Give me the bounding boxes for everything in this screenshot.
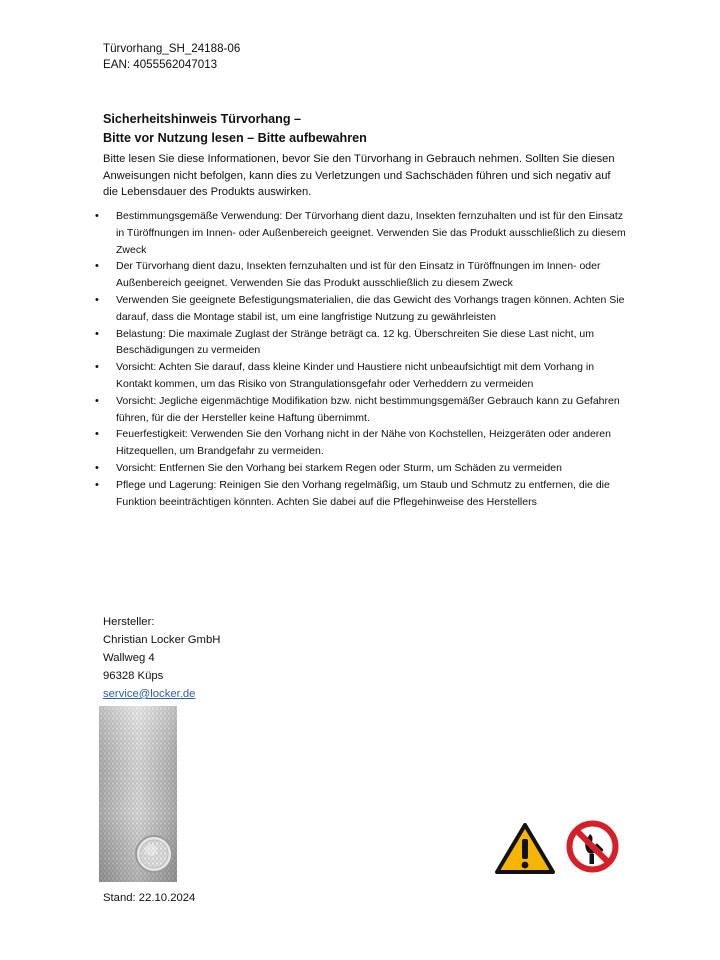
warning-triangle-icon [495, 823, 555, 874]
bullet-icon: • [95, 428, 99, 441]
bullet-icon: • [95, 210, 99, 222]
bullet-icon: • [95, 361, 99, 374]
list-item: • Pflege und Lagerung: Reinigen Sie den Vorhang regelmäßig, um Staub und Schmutz zu entfernen, die die Funktion beeinträchtigen könnten. Achten Sie dabei auf die Pflegehinweise des Herstellers [95, 478, 610, 508]
bullet-icon: • [95, 293, 99, 306]
bullet-icon: • [95, 478, 99, 491]
list-item: • Belastung: Die maximale Zuglast der Stränge beträgt ca. 12 kg. Überschreiten Sie diese Last nicht, um Beschädigungen zu vermeiden [95, 327, 594, 357]
manufacturer-email-link[interactable]: service@locker.de [103, 688, 196, 700]
product-meta [103, 41, 240, 73]
document-title [103, 110, 367, 148]
document-date: Stand: 22.10.2024 [103, 892, 196, 904]
manufacturer-company: Christian Locker GmbH [103, 634, 221, 646]
list-item: • Vorsicht: Jegliche eigenmächtige Modifikation bzw. nicht bestimmungsgemäßer Gebrauch kann zu Gefahren führen, für die der Hersteller keine Haftung übernimmt. [95, 394, 620, 424]
safety-instructions-list [95, 208, 628, 510]
list-item: • Vorsicht: Entfernen Sie den Vorhang bei starkem Regen oder Sturm, um Schäden zu vermeiden [103, 460, 628, 477]
curtain-product-image [99, 706, 177, 882]
bullet-icon: • [95, 327, 99, 340]
ean-number: EAN: 4055562047013 [103, 58, 218, 71]
intro-paragraph: Bitte lesen Sie diese Informationen, bevor Sie den Türvorhang in Gebrauch nehmen. Sollten Sie diesen Anweisungen nicht befolgen, kann dies zu Verletzungen und Sachschäden führen und sich negativ auf die Lebensdauer des Produkts auswirken. [103, 153, 615, 198]
manufacturer-city: 96328 Küps [103, 670, 164, 682]
manufacturer-street: Wallweg 4 [103, 652, 155, 664]
list-item: • Der Türvorhang dient dazu, Insekten fernzuhalten und ist für den Einsatz in Türöffnungen im Innen- oder Außenbereich geeignet. Verwenden Sie das Produkt ausschließlich zu diesem Zweck [95, 260, 601, 290]
list-item: • Vorsicht: Achten Sie darauf, dass kleine Kinder und Haustiere nicht unbeaufsichtigt mit dem Vorhang in Kontakt kommen, um das Risiko von Strangulationsgefahr oder Verheddern zu vermeiden [95, 361, 595, 390]
product-code: Türvorhang_SH_24188-06 [103, 42, 241, 55]
list-item: • Bestimmungsgemäße Verwendung: Der Türvorhang dient dazu, Insekten fernzuhalten und ist für den Einsatz in Türöffnungen im Innen- oder Außenbereich geeignet. Verwenden Sie das Produkt ausschließlich zu diesem Zweck [95, 210, 626, 256]
manufacturer-block [103, 613, 220, 703]
title-line-2: Bitte vor Nutzung lesen – Bitte aufbewahren [103, 131, 367, 145]
list-item: • Verwenden Sie geeignete Befestigungsmaterialien, die das Gewicht des Vorhangs tragen können. Achten Sie darauf, dass die Montage stabil ist, um eine langfristige Nutzung zu gewährleisten [95, 293, 625, 323]
bullet-icon: • [95, 394, 99, 407]
title-line-1: Sicherheitshinweis Türvorhang – [103, 112, 302, 126]
manufacturer-label: Hersteller: [103, 616, 155, 628]
bullet-icon: • [95, 461, 99, 474]
list-item: • Feuerfestigkeit: Verwenden Sie den Vorhang nicht in der Nähe von Kochstellen, Heizgeräten oder anderen Hitzequellen, um Brandgefahr zu vermeiden. [95, 428, 611, 458]
no-open-flame-icon [566, 820, 619, 873]
bullet-icon: • [95, 260, 99, 273]
